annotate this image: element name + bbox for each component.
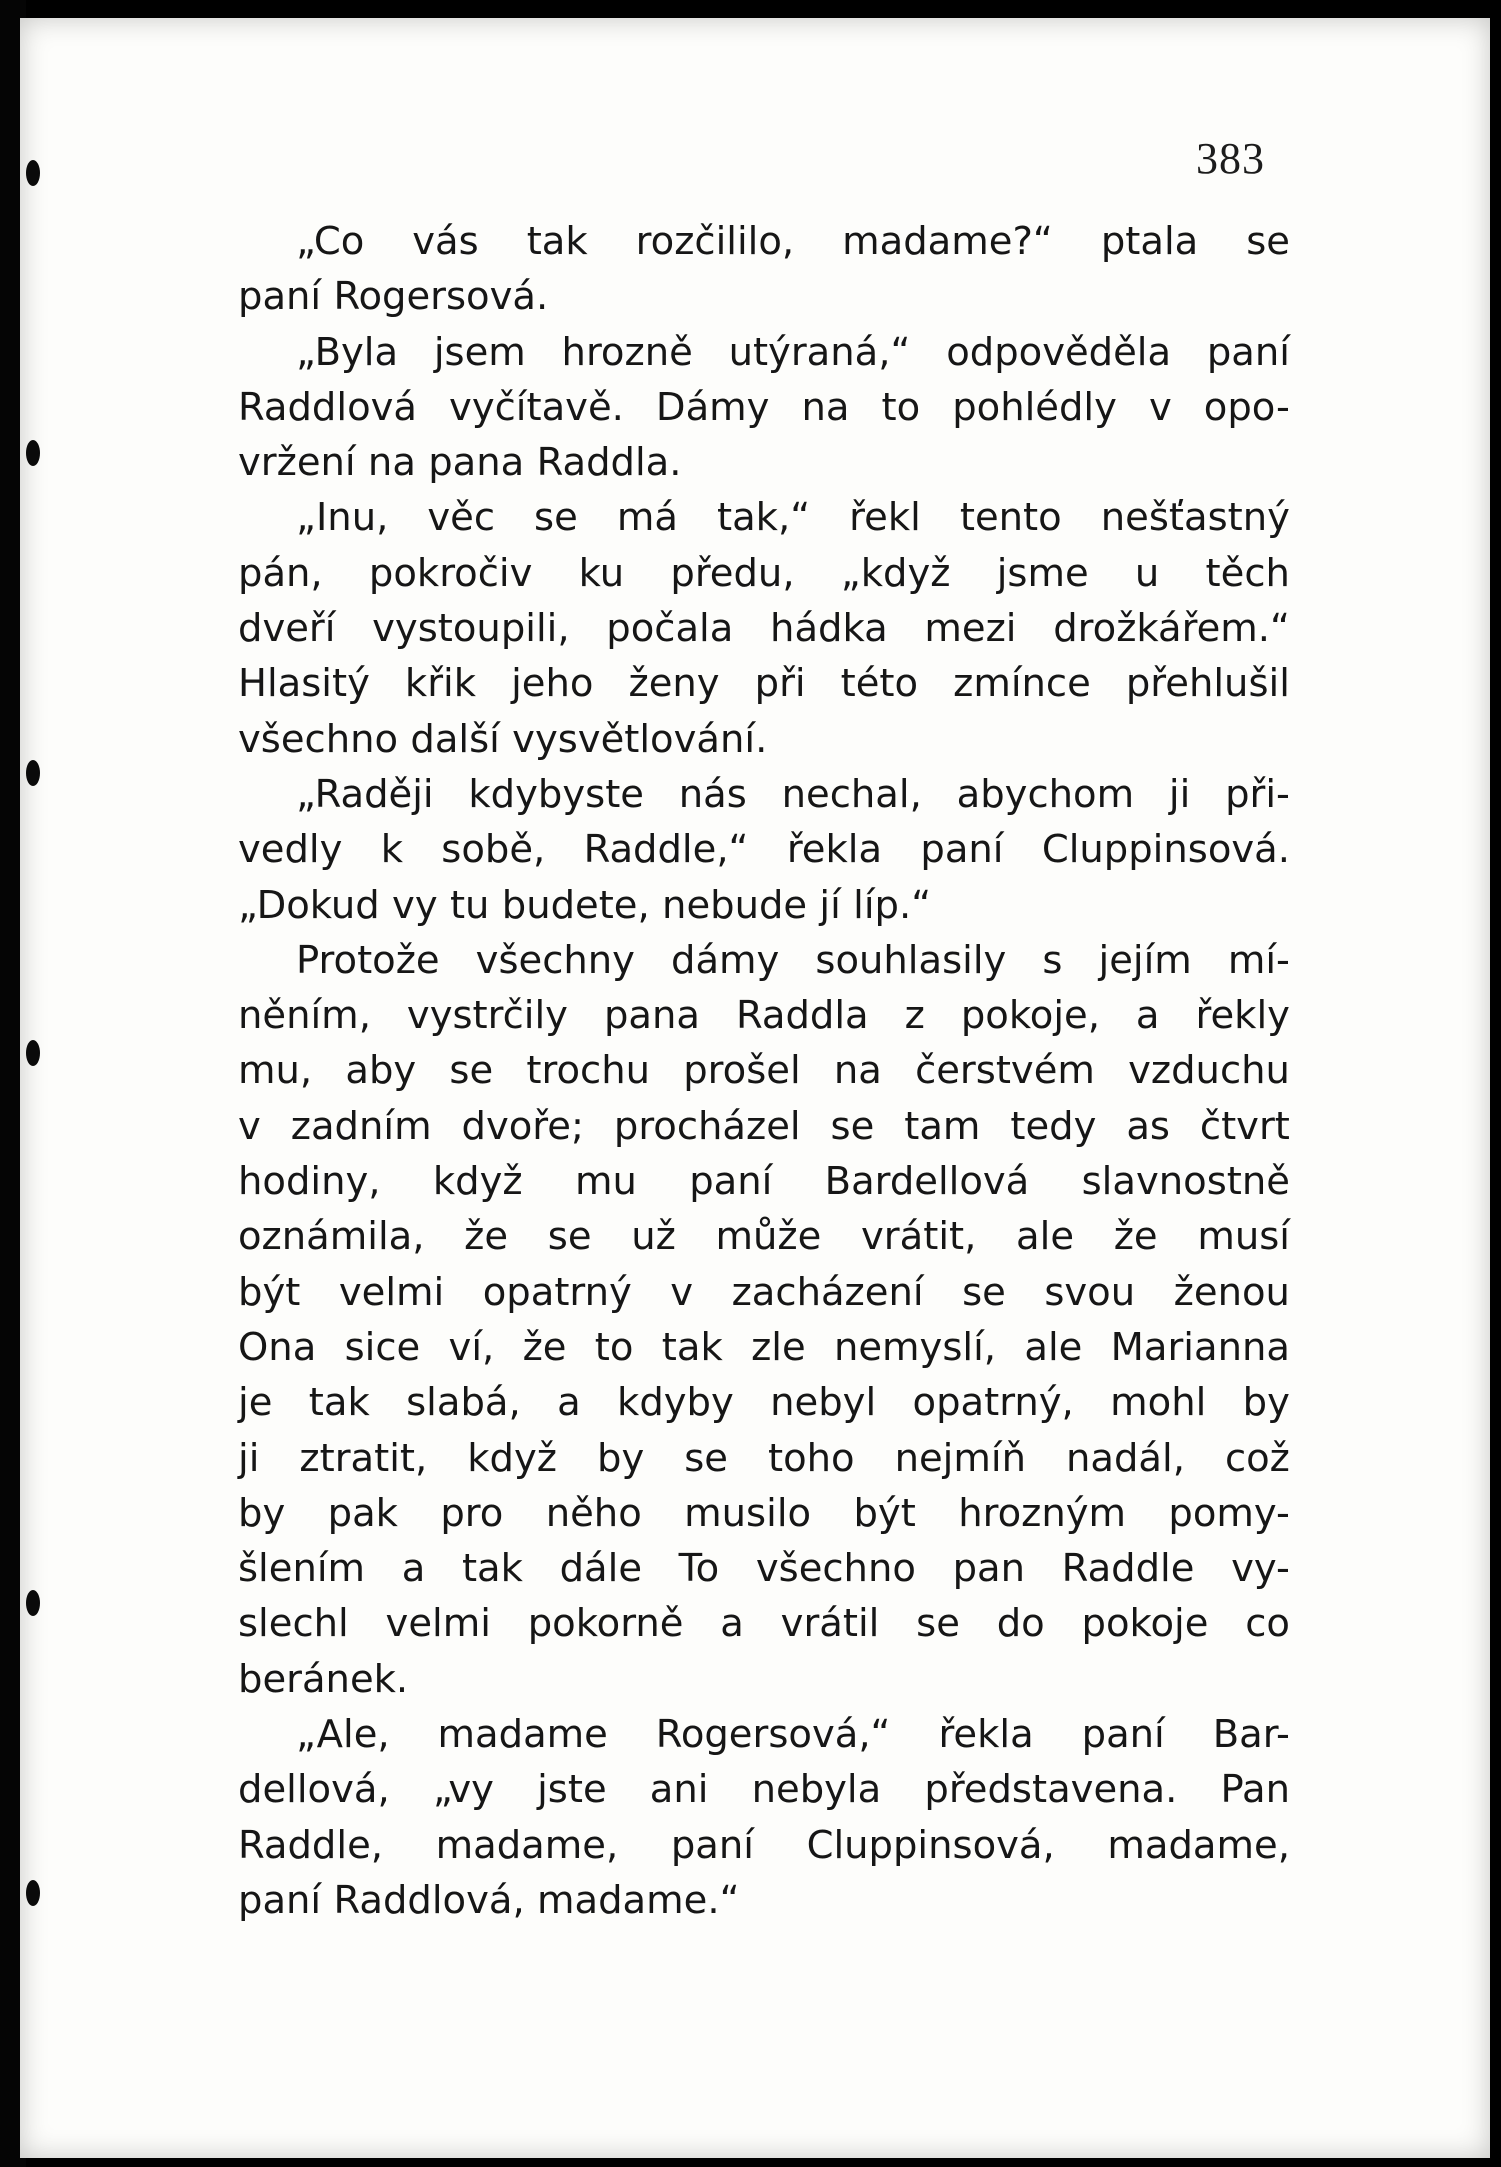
word: ji — [1168, 771, 1191, 817]
word: zadním — [290, 1103, 432, 1149]
word: se — [449, 1048, 494, 1094]
word: by — [238, 1490, 286, 1536]
word: Pan — [1220, 1767, 1290, 1813]
text-line — [238, 1486, 1290, 1541]
word: slavnostně — [1081, 1159, 1290, 1205]
word: že — [464, 1214, 509, 1260]
word: počala — [606, 606, 734, 652]
word: této — [840, 661, 919, 707]
text-line — [238, 380, 1290, 435]
word: tu — [449, 882, 490, 928]
word: prošel — [683, 1048, 801, 1094]
word: nebyla — [751, 1767, 882, 1813]
word: dellová, — [238, 1767, 390, 1813]
word: řekl — [849, 495, 921, 541]
text-line — [238, 878, 1290, 933]
word: předu, — [670, 550, 795, 596]
word: na — [833, 1048, 882, 1094]
word: šlením — [238, 1546, 366, 1592]
word: tento — [959, 495, 1062, 541]
word: „Dokud — [238, 882, 380, 928]
binding-mark — [26, 1040, 40, 1066]
word: mezi — [924, 606, 1017, 652]
word: těch — [1205, 550, 1290, 596]
word: rozčililo, — [635, 219, 795, 264]
word: v — [1148, 384, 1172, 430]
text-line — [238, 767, 1290, 822]
word: paní — [689, 1159, 773, 1205]
text-line — [238, 1431, 1290, 1486]
word: ženou — [1173, 1269, 1290, 1315]
word: v — [670, 1269, 694, 1315]
word: dále — [559, 1546, 643, 1592]
word: oznámila, — [238, 1214, 425, 1260]
word: aby — [345, 1048, 417, 1094]
word: nadál, — [1065, 1435, 1185, 1481]
word: madame?“ — [842, 219, 1053, 264]
word: nebude — [662, 882, 808, 928]
word: Raddla — [735, 993, 869, 1039]
word: Cluppinsová, — [806, 1822, 1055, 1868]
text-line — [238, 1320, 1290, 1375]
word: pana — [603, 993, 700, 1039]
word: se — [962, 1269, 1006, 1315]
word: na — [367, 440, 416, 486]
binding-mark — [26, 440, 40, 466]
word: ani — [649, 1767, 709, 1813]
word: ženy — [628, 661, 720, 707]
word: všechno — [755, 1546, 916, 1592]
word: vržení — [238, 440, 356, 486]
text-line — [238, 1154, 1290, 1209]
word: vrátit, — [861, 1214, 977, 1260]
word: Marianna — [1110, 1324, 1290, 1370]
word: „Raději — [296, 771, 434, 817]
word: „vy — [432, 1767, 494, 1813]
word: zmínce — [953, 661, 1091, 707]
word: vysvětlování. — [512, 716, 768, 762]
word: vystoupili, — [372, 606, 570, 652]
word: při — [754, 661, 806, 707]
word: vystrčily — [406, 993, 568, 1039]
word: velmi — [385, 1601, 491, 1647]
word: Ona — [238, 1324, 317, 1370]
word: by — [597, 1435, 645, 1481]
word: něním, — [238, 993, 371, 1039]
word: pokoje — [1081, 1601, 1209, 1647]
word: na — [801, 384, 850, 430]
word: že — [1113, 1214, 1158, 1260]
word: madame, — [435, 1822, 619, 1868]
text-line — [238, 1873, 1290, 1928]
word: další — [410, 716, 500, 762]
word: sobě, — [441, 827, 546, 873]
word: zle — [751, 1324, 806, 1370]
word: tak — [308, 1380, 370, 1426]
word: opatrný, — [912, 1380, 1074, 1426]
word: paní — [238, 274, 322, 320]
word: tak — [661, 1324, 723, 1370]
word: se — [547, 1214, 592, 1260]
word: mohl — [1110, 1380, 1207, 1426]
word: souhlasily — [815, 937, 1007, 983]
word: když — [467, 1435, 557, 1481]
word: čerstvém — [915, 1048, 1095, 1094]
word: vy — [392, 882, 438, 928]
word: „Inu, — [296, 495, 389, 541]
word: řekla — [938, 1712, 1034, 1758]
word: ztratit, — [299, 1435, 428, 1481]
word: Bar- — [1212, 1712, 1290, 1758]
binding-mark — [26, 760, 40, 786]
word: hrozným — [958, 1490, 1127, 1536]
word: sice — [344, 1324, 421, 1370]
word: přehlušil — [1125, 661, 1290, 707]
text-line — [238, 1375, 1290, 1430]
word: beránek. — [238, 1656, 409, 1702]
word: pak — [327, 1490, 398, 1536]
word: vyčítavě. — [449, 384, 624, 430]
word: z — [904, 993, 925, 1039]
word: musilo — [684, 1490, 812, 1536]
word: vy- — [1231, 1546, 1290, 1592]
word: slechl — [238, 1601, 349, 1647]
word: může — [715, 1214, 822, 1260]
word: toho — [767, 1435, 855, 1481]
word: v — [238, 1103, 261, 1149]
text-line — [238, 214, 1290, 269]
word: ptala — [1100, 219, 1199, 264]
word: ku — [578, 550, 625, 596]
word: pan — [952, 1546, 1026, 1592]
body-text — [238, 214, 1290, 1928]
word: pomy- — [1168, 1490, 1290, 1536]
word: Raddle — [1061, 1546, 1195, 1592]
word: se — [830, 1103, 875, 1149]
word: To — [678, 1546, 720, 1592]
word: jí — [819, 882, 841, 928]
word: křik — [404, 661, 477, 707]
text-line — [238, 656, 1290, 711]
word: něho — [545, 1490, 642, 1536]
word: což — [1224, 1435, 1290, 1481]
word: při- — [1225, 771, 1290, 817]
word: mu, — [238, 1048, 313, 1094]
word: ale — [1024, 1324, 1083, 1370]
word: Raddla. — [536, 440, 682, 486]
word: „Byla — [296, 329, 399, 375]
word: Hlasitý — [238, 661, 370, 707]
word: tak — [526, 219, 588, 264]
text-line — [238, 1209, 1290, 1264]
word: Rogersová. — [333, 274, 549, 320]
text-line — [238, 546, 1290, 601]
word: pohlédly — [952, 384, 1117, 430]
word: nemyslí, — [833, 1324, 997, 1370]
word: Raddle, — [238, 1822, 383, 1868]
word: čtvrt — [1199, 1103, 1290, 1149]
word: ví, — [448, 1324, 495, 1370]
word: a — [401, 1546, 426, 1592]
word: opatrný — [482, 1269, 632, 1315]
word: Raddle,“ — [583, 827, 749, 873]
word: slabá, — [406, 1380, 521, 1426]
word: musí — [1197, 1214, 1290, 1260]
text-line — [238, 933, 1290, 988]
word: nejmíň — [894, 1435, 1026, 1481]
word: nás — [678, 771, 747, 817]
text-line — [238, 1707, 1290, 1762]
word: paní — [920, 827, 1004, 873]
word: věc — [427, 495, 496, 541]
word: se — [534, 495, 578, 541]
word: svou — [1044, 1269, 1136, 1315]
text-line — [238, 325, 1290, 380]
word: „Ale, — [296, 1712, 390, 1758]
word: dveří — [238, 606, 336, 652]
word: dvoře; — [461, 1103, 584, 1149]
word: jsme — [996, 550, 1089, 596]
text-line — [238, 988, 1290, 1043]
word: paní — [670, 1822, 754, 1868]
word: se — [916, 1601, 960, 1647]
book-page — [20, 18, 1490, 2158]
word: nešťastný — [1100, 495, 1290, 541]
word: pana — [428, 440, 525, 486]
text-line — [238, 1541, 1290, 1596]
word: pán, — [238, 550, 323, 596]
word: řekla — [786, 827, 883, 873]
word: drožkářem.“ — [1053, 606, 1290, 652]
word: paní — [238, 1877, 322, 1923]
word: je — [238, 1380, 273, 1426]
word: pokročiv — [368, 550, 533, 596]
text-line — [238, 1762, 1290, 1817]
text-line — [238, 1265, 1290, 1320]
word: by — [1242, 1380, 1290, 1426]
word: trochu — [526, 1048, 650, 1094]
word: jeho — [511, 661, 594, 707]
binding-mark — [26, 160, 40, 186]
word: tak — [461, 1546, 523, 1592]
word: Raddlová — [238, 384, 418, 430]
word: Cluppinsová. — [1041, 827, 1290, 873]
word: pokoje, — [960, 993, 1100, 1039]
word: má — [616, 495, 678, 541]
word: vzduchu — [1128, 1048, 1290, 1094]
word: abychom — [956, 771, 1135, 817]
word: ji — [238, 1435, 260, 1481]
word: vás — [412, 219, 479, 264]
word: u — [1134, 550, 1160, 596]
word: nechal, — [781, 771, 922, 817]
word: tam — [904, 1103, 981, 1149]
word: procházel — [613, 1103, 801, 1149]
text-line — [238, 822, 1290, 877]
text-line — [238, 1099, 1290, 1154]
word: to — [594, 1324, 634, 1370]
word: nebyl — [770, 1380, 877, 1426]
text-line — [238, 269, 1290, 324]
word: odpověděla — [946, 329, 1172, 375]
word: a — [557, 1380, 581, 1426]
word: už — [631, 1214, 676, 1260]
word: řekly — [1195, 993, 1290, 1039]
word: mu — [574, 1159, 637, 1205]
text-line — [238, 1043, 1290, 1098]
word: všechny — [475, 937, 635, 983]
word: kdybyste — [468, 771, 644, 817]
text-line — [238, 1818, 1290, 1873]
word: hrozně — [561, 329, 693, 375]
text-line — [238, 435, 1290, 490]
word: madame.“ — [537, 1877, 740, 1923]
word: „Co — [296, 219, 365, 264]
word: Rogersová,“ — [655, 1712, 891, 1758]
word: a — [1135, 993, 1160, 1039]
word: co — [1245, 1601, 1290, 1647]
word: se — [1246, 219, 1290, 264]
word: ale — [1016, 1214, 1075, 1260]
word: do — [996, 1601, 1045, 1647]
word: být — [238, 1269, 301, 1315]
word: tak,“ — [716, 495, 811, 541]
word: všechno — [238, 716, 399, 762]
word: madame, — [1107, 1822, 1290, 1868]
word: představena. — [924, 1767, 1178, 1813]
word: velmi — [338, 1269, 445, 1315]
word: utýraná,“ — [728, 329, 911, 375]
word: opo- — [1203, 384, 1290, 430]
word: jejím — [1098, 937, 1192, 983]
word: vrátil — [780, 1601, 880, 1647]
word: že — [522, 1324, 567, 1370]
word: k — [380, 827, 403, 873]
word: hodiny, — [238, 1159, 381, 1205]
word: paní — [1206, 329, 1290, 375]
word: Raddlová, — [333, 1877, 525, 1923]
word: líp.“ — [853, 882, 932, 928]
word: dámy — [671, 937, 780, 983]
word: pro — [440, 1490, 504, 1536]
binding-mark — [26, 1590, 40, 1616]
word: být — [853, 1490, 916, 1536]
page-number: 383 — [1196, 134, 1265, 183]
word: hádka — [770, 606, 888, 652]
word: když — [432, 1159, 523, 1205]
word: zacházení — [731, 1269, 924, 1315]
word: „když — [840, 550, 951, 596]
word: as — [1126, 1103, 1170, 1149]
word: Dámy — [655, 384, 770, 430]
text-line — [238, 1596, 1290, 1651]
word: a — [720, 1601, 744, 1647]
text-line — [238, 490, 1290, 545]
word: to — [881, 384, 921, 430]
binding-mark — [26, 1880, 40, 1906]
word: Protože — [296, 937, 440, 983]
word: madame — [437, 1712, 608, 1758]
word: Bardellová — [824, 1159, 1030, 1205]
word: mí- — [1227, 937, 1290, 983]
word: vedly — [238, 827, 343, 873]
word: jsem — [433, 329, 526, 375]
word: se — [684, 1435, 728, 1481]
text-line — [238, 712, 1290, 767]
word: jste — [537, 1767, 607, 1813]
word: paní — [1081, 1712, 1165, 1758]
word: pokorně — [527, 1601, 684, 1647]
word: kdyby — [617, 1380, 734, 1426]
word: budete, — [501, 882, 650, 928]
text-line — [238, 601, 1290, 656]
word: tedy — [1010, 1103, 1097, 1149]
text-line — [238, 1652, 1290, 1707]
word: s — [1042, 937, 1063, 983]
